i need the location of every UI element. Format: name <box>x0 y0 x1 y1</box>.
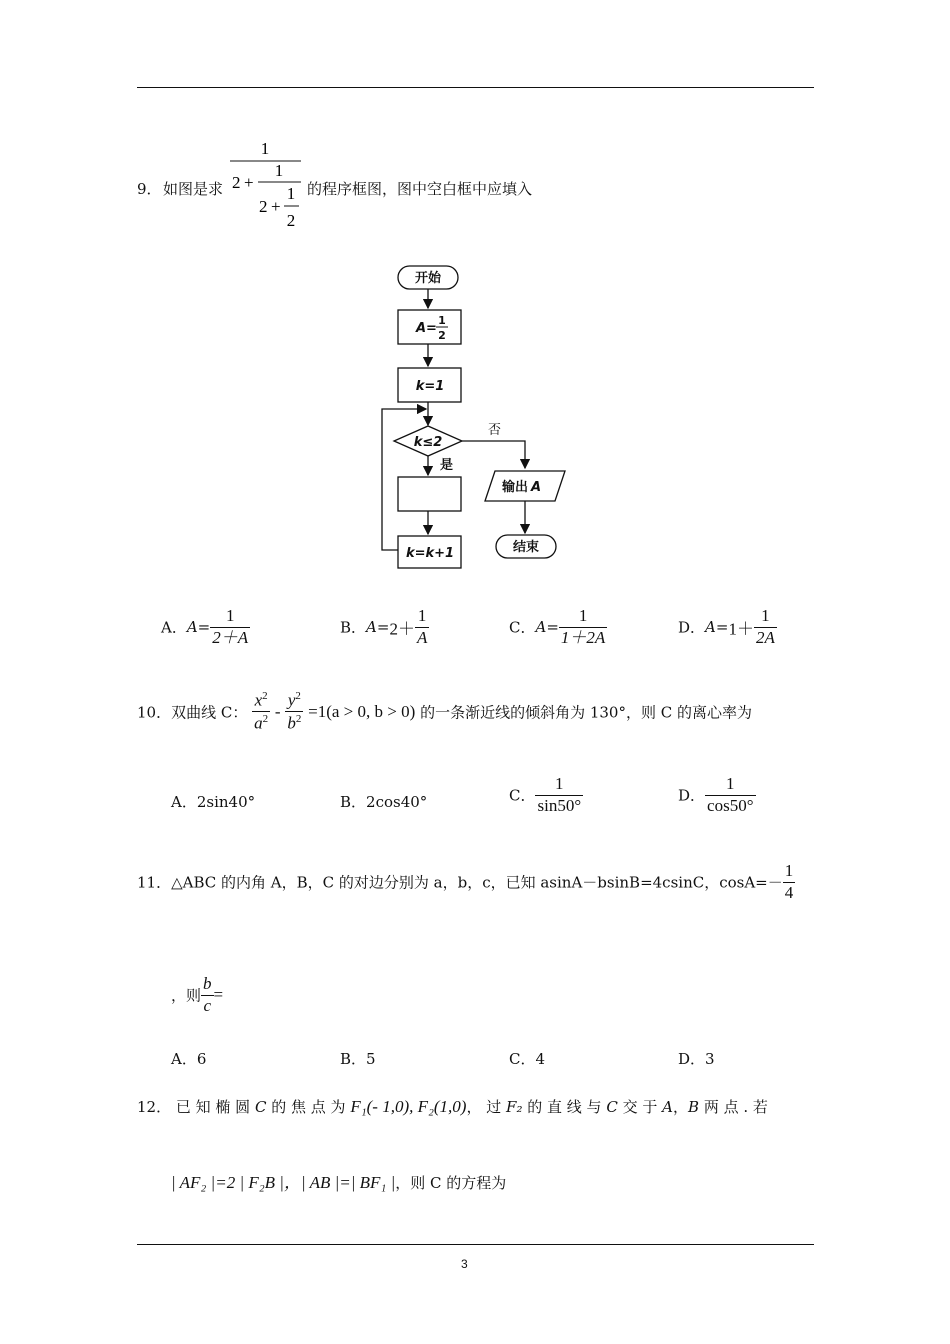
fc-output-prefix: 输出 <box>502 480 529 495</box>
cf-two-3: 2 <box>286 211 296 230</box>
q9-continued-fraction <box>226 136 306 236</box>
fc-init-a-num: 1 <box>438 314 446 327</box>
q11-option-a[interactable]: A．6 <box>171 1050 207 1068</box>
fc-condition-label: k≤2 <box>413 435 443 450</box>
fc-end-label: 结束 <box>512 540 540 555</box>
q9-flowchart <box>370 258 580 578</box>
q9-prefix: 如图是求 <box>163 180 224 198</box>
q9-option-b[interactable]: B．A=2＋ $\frac{1}{A}$ <box>340 606 428 647</box>
q12-line2: | AF₂ |=2 | F₂B |，| AB |=| BF₁ |，则 C 的方程为 <box>171 1173 507 1192</box>
q11-stem: 11．△ABC 的内角 A，B，C 的对边分别为 a，b，c，已知 asinA－bsinB=4csinC，cosA=－ $\frac{1}{4}$ <box>137 861 794 902</box>
q11-tail: ，则 $\frac{b}{c}$ = <box>171 974 224 1015</box>
q10-frac-x: $\frac{x^2}{a^2}$ <box>254 690 269 733</box>
q9-option-d[interactable]: D．A=1＋ $\frac{1}{2A}$ <box>678 606 775 647</box>
fc-init-a-lhs: A <box>416 321 427 336</box>
cf-num-2: 1 <box>274 161 284 180</box>
cf-two-1: 2 <box>232 173 241 192</box>
q10-option-d[interactable]: D． $\frac{1}{\cos 50^\circ}$ <box>678 774 754 815</box>
cf-plus-1: + <box>244 173 254 192</box>
q9-option-c[interactable]: C．A= $\frac{1}{1+2A}$ <box>509 606 606 647</box>
fc-output-var: A <box>531 480 542 495</box>
fc-increment-label: k=k+1 <box>405 546 455 561</box>
q11-option-c[interactable]: C．4 <box>509 1050 546 1068</box>
q10-option-c[interactable]: C． $\frac{1}{\sin 50^\circ}$ <box>509 774 582 815</box>
q10-option-b[interactable]: B．2cos40° <box>340 793 428 811</box>
fc-no-label: 否 <box>488 423 502 438</box>
q9-suffix: 的程序框图，图中空白框中应填入 <box>307 180 533 198</box>
cf-num-3: 1 <box>286 184 296 203</box>
fc-start-label: 开始 <box>414 271 442 286</box>
q10-option-a[interactable]: A．2sin40° <box>171 793 256 811</box>
q11-option-d[interactable]: D．3 <box>678 1050 715 1068</box>
q9-option-a[interactable]: A．A= $\frac{1}{2+A}$ <box>161 606 249 647</box>
fc-blank-box <box>398 477 461 511</box>
footer-rule <box>137 1244 814 1245</box>
fc-init-a-den: 2 <box>438 329 446 342</box>
q12-line1: 12． 已 知 椭 圆 C 的 焦 点 为 F₁(- 1,0), F₂(1,0)， 过 F₂ 的 直 线 与 C 交 于 A，B 两 点 . 若 <box>137 1097 768 1116</box>
fc-yes-label: 是 <box>440 458 454 473</box>
fc-init-a-eq: = <box>426 321 437 336</box>
cf-plus-2: + <box>271 197 281 216</box>
cf-num-1: 1 <box>260 139 270 158</box>
q10-stem: 10．双曲线 C： $\frac{x^2}{a^2}$ - $\frac{y^2}{b^2}$ =1(a > 0, b > 0) 的一条渐近线的倾斜角为 130°，则 C 的离心率为 <box>137 690 752 733</box>
header-rule <box>137 87 814 88</box>
page-number: 3 <box>461 1257 468 1271</box>
q9-number: 9． <box>137 180 162 198</box>
q11-option-b[interactable]: B．5 <box>340 1050 376 1068</box>
fc-init-k-label: k=1 <box>415 379 445 394</box>
q10-frac-y: $\frac{y^2}{b^2}$ <box>287 690 302 733</box>
cf-two-2: 2 <box>259 197 268 216</box>
